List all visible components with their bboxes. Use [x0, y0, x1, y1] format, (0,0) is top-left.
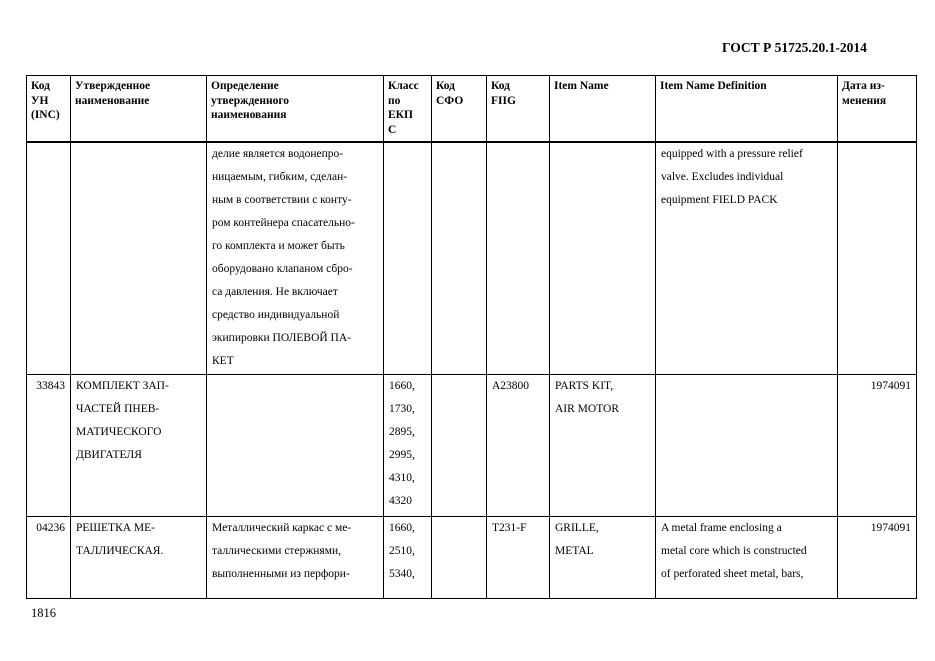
cell-code: 33843 [27, 375, 71, 517]
cell-line: of perforated sheet metal, bars, [661, 568, 804, 580]
cell-cfo [432, 142, 487, 375]
cell-cfo [432, 375, 487, 517]
cell-line: equipment FIELD PACK [661, 193, 778, 206]
cell-line: 1730, [389, 403, 415, 415]
cell-date: 1974091 [838, 375, 917, 517]
header-line: (INC) [31, 109, 60, 121]
cell-definition [207, 142, 384, 375]
cell-line: средство индивидуальной [212, 308, 340, 321]
cell-line: 1660, [389, 522, 415, 534]
header-approved-name [71, 76, 207, 142]
header-line: С [388, 123, 397, 136]
cell-line: выполненными из перфори- [212, 568, 350, 580]
cell-line: 2995, [389, 449, 415, 461]
cell-line: ром контейнера спасательно- [212, 216, 355, 229]
cell-cfo [432, 517, 487, 599]
cell-line: ДВИГАТЕЛЯ [76, 449, 142, 461]
cell-name [71, 375, 207, 517]
header-fiig [487, 76, 550, 142]
header-line: ЕКП [388, 109, 413, 121]
cell-item-definition [656, 375, 838, 517]
cell-line: Металлический каркас с ме- [212, 522, 352, 534]
header-line: Определение [211, 80, 279, 92]
header-line: Утвержденное [75, 80, 151, 92]
cell-class [384, 517, 432, 599]
cell-line: ТАЛЛИЧЕСКАЯ. [76, 545, 164, 557]
cell-line: таллическими стержнями, [212, 545, 342, 557]
header-line: Код [436, 80, 456, 92]
cell-definition [207, 375, 384, 517]
cell-code [27, 142, 71, 375]
cell-line: оборудовано клапаном сбро- [212, 262, 353, 275]
cell-line: AIR MOTOR [555, 403, 620, 415]
header-line: менения [842, 94, 887, 107]
cell-line: го комплекта и может быть [212, 239, 345, 252]
cell-item-name [550, 142, 656, 375]
table-row [27, 375, 917, 517]
cell-line: GRILLE, [555, 522, 599, 534]
cell-line: РЕШЕТКА МЕ- [76, 522, 156, 534]
cell-line: ным в соответствии с конту- [212, 193, 352, 206]
cell-line: METAL [555, 545, 594, 557]
table-row [27, 517, 917, 599]
header-line: наименование [75, 94, 150, 107]
cell-line: 1660, [389, 380, 415, 392]
cell-line: PARTS KIT, [555, 380, 614, 392]
cell-date [838, 142, 917, 375]
header-line: по [388, 94, 401, 107]
cell-class [384, 142, 432, 375]
header-line: Дата из- [842, 80, 885, 92]
cell-fiig: A23800 [487, 375, 550, 517]
header-line: FIIG [491, 94, 516, 107]
cell-line: МАТИЧЕСКОГО [76, 426, 162, 438]
cell-line: КЕТ [212, 354, 234, 367]
cell-line: equipped with a pressure relief [661, 147, 803, 160]
cell-line: делие является водонепро- [212, 147, 344, 160]
cell-date: 1974091 [838, 517, 917, 599]
cell-line: 2510, [389, 545, 415, 557]
page-number: 1816 [31, 606, 56, 620]
cell-item-name [550, 517, 656, 599]
table-row [27, 142, 917, 375]
header-row [27, 76, 917, 142]
cell-line: metal core which is constructed [661, 545, 807, 557]
document-title: ГОСТ Р 51725.20.1-2014 [722, 40, 867, 55]
header-line: Item Name [554, 80, 609, 92]
cell-item-definition [656, 142, 838, 375]
cell-name [71, 517, 207, 599]
cell-name [71, 142, 207, 375]
cell-line: экипировки ПОЛЕВОЙ ПА- [212, 331, 351, 344]
header-line: УН [31, 94, 49, 107]
header-line: Класс [388, 80, 419, 92]
cell-fiig: T231-F [487, 517, 550, 599]
cell-line: valve. Excludes individual [661, 170, 784, 183]
cell-item-name [550, 375, 656, 517]
cell-item-definition [656, 517, 838, 599]
header-item-name-definition [656, 76, 838, 142]
cell-line: 5340, [389, 568, 415, 580]
cell-definition [207, 517, 384, 599]
cell-class [384, 375, 432, 517]
cell-line: КОМПЛЕКТ ЗАП- [76, 380, 169, 392]
cell-line: 2895, [389, 426, 415, 438]
cell-line: 4310, [389, 472, 415, 484]
cell-fiig [487, 142, 550, 375]
header-line: Код [31, 80, 51, 92]
cell-line: 4320 [389, 495, 412, 507]
nomenclature-table [26, 75, 917, 599]
header-line: СФО [436, 94, 464, 107]
header-definition [207, 76, 384, 142]
cell-line: са давления. Не включает [212, 285, 338, 298]
cell-code: 04236 [27, 517, 71, 599]
header-line: наименования [211, 109, 287, 121]
header-cfo [432, 76, 487, 142]
cell-line: ницаемым, гибким, сделан- [212, 170, 348, 183]
header-line: утвержденного [211, 94, 290, 107]
header-date [838, 76, 917, 142]
cell-line: A metal frame enclosing a [661, 522, 782, 534]
header-inc [27, 76, 71, 142]
header-line: Код [491, 80, 511, 92]
header-item-name [550, 76, 656, 142]
header-class [384, 76, 432, 142]
cell-line: ЧАСТЕЙ ПНЕВ- [76, 403, 160, 415]
header-line: Item Name Definition [660, 80, 767, 92]
